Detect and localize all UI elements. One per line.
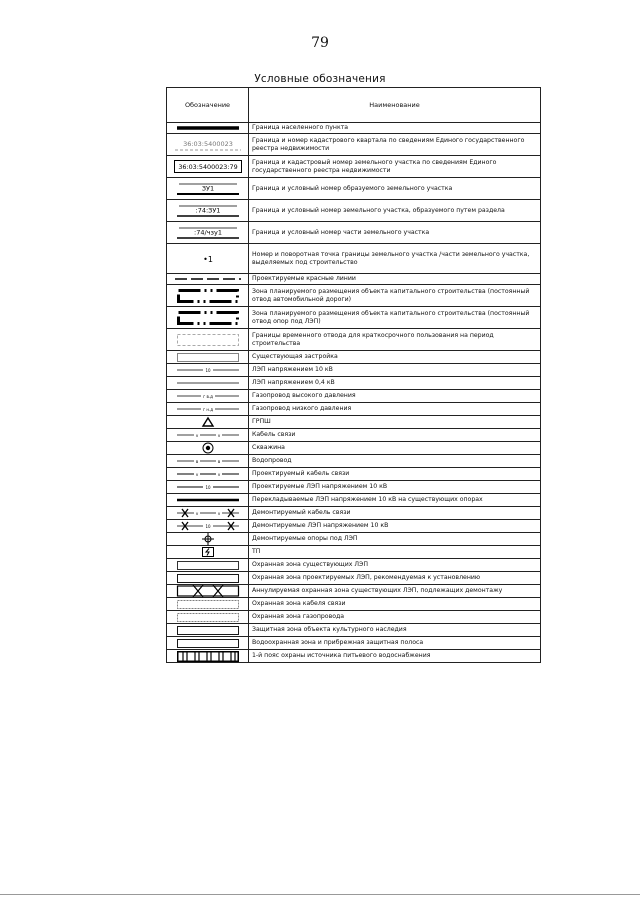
- symbol-label: :74:ЗУ1: [195, 206, 220, 214]
- symbol-divided-parcel: [167, 200, 249, 222]
- symbol-power-line-04kv: [167, 377, 249, 390]
- symbol-temporary-allotment: [167, 329, 249, 351]
- symbol-cable-zone: [167, 598, 249, 611]
- symbol-label: v: [217, 472, 220, 477]
- legend-row: [167, 364, 541, 377]
- legend-row: [167, 520, 541, 533]
- legend-row: [167, 285, 541, 307]
- symbol-label: :74/чзу1: [193, 228, 222, 236]
- legend-row: [167, 572, 541, 585]
- symbol-well: [167, 442, 249, 455]
- symbol-settlement-boundary: [167, 123, 249, 134]
- legend-text: ТП: [249, 546, 541, 559]
- legend-text: Граница и условный номер образуемого земельного участка: [249, 178, 541, 200]
- legend-row: [167, 559, 541, 572]
- legend-text: Охранная зона газопровода: [249, 611, 541, 624]
- symbol-label: 36:03:5400023:79: [177, 163, 238, 171]
- symbol-label: г н.д: [202, 407, 213, 412]
- legend-text: Демонтируемый кабель связи: [249, 507, 541, 520]
- legend-text: Граница и кадастровый номер земельного участка по сведениям Единого государственного реестра недвижимости: [249, 156, 541, 178]
- legend-text: ГРПШ: [249, 416, 541, 429]
- legend-text: ЛЭП напряжением 0,4 кВ: [249, 377, 541, 390]
- symbol-existing-lep-zone: [167, 559, 249, 572]
- symbol-road-zone: [167, 285, 249, 307]
- symbol-label: 10: [204, 368, 211, 373]
- legend-text: Скважина: [249, 442, 541, 455]
- symbol-gas-high: [167, 390, 249, 403]
- symbol-dismantled-power-line: [167, 520, 249, 533]
- legend-row: [167, 134, 541, 156]
- legend-row: [167, 351, 541, 364]
- symbol-water-pipe: [167, 455, 249, 468]
- legend-text: Границы временного отвода для краткосрочного пользования на период строительства: [249, 329, 541, 351]
- symbol-relaid-power-line: [167, 494, 249, 507]
- legend-row: [167, 494, 541, 507]
- legend-text: Зона планируемого размещения объекта капитального строительства (постоянный отвод опор под ЛЭП): [249, 307, 541, 329]
- legend-text: 1-й пояс охраны источника питьевого водоснабжения: [249, 650, 541, 663]
- legend-row: [167, 468, 541, 481]
- legend-text: Демонтируемые опоры под ЛЭП: [249, 533, 541, 546]
- legend-text: Зона планируемого размещения объекта капитального строительства (постоянный отвод автомобильной дороги): [249, 285, 541, 307]
- symbol-label: v: [195, 472, 198, 477]
- legend-text: Проектируемый кабель связи: [249, 468, 541, 481]
- symbol-transformer: [167, 546, 249, 559]
- symbol-label: v: [195, 433, 198, 438]
- symbol-power-line-10kv: [167, 364, 249, 377]
- header-symbol: Обозначение: [167, 88, 249, 123]
- legend-text: Перекладываемые ЛЭП напряжением 10 кВ на существующих опорах: [249, 494, 541, 507]
- symbol-turning-point: [167, 244, 249, 274]
- legend-text: Газопровод низкого давления: [249, 403, 541, 416]
- symbol-heritage-zone: [167, 624, 249, 637]
- legend-text: Проектируемые красные линии: [249, 274, 541, 285]
- symbol-cadastral-quarter: [167, 134, 249, 156]
- symbol-parcel-part: [167, 222, 249, 244]
- symbol-dismantled-pylons: [167, 533, 249, 546]
- legend-row: [167, 598, 541, 611]
- symbol-gas-zone: [167, 611, 249, 624]
- legend-text: Демонтируемые ЛЭП напряжением 10 кВ: [249, 520, 541, 533]
- symbol-label: v: [217, 511, 220, 516]
- symbol-label: v: [217, 433, 220, 438]
- legend-row: [167, 507, 541, 520]
- legend-row: [167, 156, 541, 178]
- legend-text: Граница и номер кадастрового квартала по сведениям Единого государственного реестра недвижимости: [249, 134, 541, 156]
- symbol-label: •1: [202, 254, 213, 264]
- symbol-projected-lep-zone: [167, 572, 249, 585]
- legend-row: [167, 546, 541, 559]
- symbol-label: ЗУ1: [201, 184, 214, 192]
- symbol-dismantled-cable: [167, 507, 249, 520]
- symbol-existing-buildings: [167, 351, 249, 364]
- symbol-annulled-lep-zone: [167, 585, 249, 598]
- symbol-red-lines: [167, 274, 249, 285]
- symbol-label: в: [195, 459, 198, 464]
- legend-row: [167, 222, 541, 244]
- symbol-projected-power-line: [167, 481, 249, 494]
- legend-text: Газопровод высокого давления: [249, 390, 541, 403]
- page-number: 79: [311, 35, 329, 51]
- legend-row: [167, 429, 541, 442]
- symbol-pylon-zone: [167, 307, 249, 329]
- symbol-label: v: [195, 511, 198, 516]
- legend-text: Водоохранная зона и прибрежная защитная полоса: [249, 637, 541, 650]
- legend-row: [167, 416, 541, 429]
- legend-row: [167, 403, 541, 416]
- legend-row: [167, 611, 541, 624]
- legend-row: [167, 637, 541, 650]
- legend-row: [167, 244, 541, 274]
- legend-row: [167, 377, 541, 390]
- legend-text: Охранная зона кабеля связи: [249, 598, 541, 611]
- symbol-projected-cable: [167, 468, 249, 481]
- legend-row: [167, 123, 541, 134]
- legend-text: Номер и поворотная точка границы земельного участка /части земельного участка, выделяемых под строительство: [249, 244, 541, 274]
- symbol-gas-low: [167, 403, 249, 416]
- legend-text: ЛЭП напряжением 10 кВ: [249, 364, 541, 377]
- symbol-label: в: [217, 459, 220, 464]
- legend-row: [167, 481, 541, 494]
- legend-row: [167, 455, 541, 468]
- legend-row: [167, 442, 541, 455]
- legend-text: Кабель связи: [249, 429, 541, 442]
- legend-row: [167, 585, 541, 598]
- legend-row: [167, 200, 541, 222]
- symbol-label: г в.д: [202, 394, 213, 399]
- legend-text: Охранная зона существующих ЛЭП: [249, 559, 541, 572]
- header-name: Наименование: [249, 88, 541, 123]
- page-bottom-rule: [0, 894, 640, 895]
- legend-row: [167, 650, 541, 663]
- symbol-parcel-number: [167, 156, 249, 178]
- symbol-grpsh: [167, 416, 249, 429]
- symbol-water-protection-zone: [167, 637, 249, 650]
- legend-row: [167, 178, 541, 200]
- legend-text: Охранная зона проектируемых ЛЭП, рекомендуемая к установлению: [249, 572, 541, 585]
- symbol-comm-cable: [167, 429, 249, 442]
- legend-text: Граница и условный номер части земельного участка: [249, 222, 541, 244]
- legend-text: Граница населенного пункта: [249, 123, 541, 134]
- legend-title: Условные обозначения: [254, 73, 386, 85]
- legend-row: [167, 307, 541, 329]
- legend-text: Граница и условный номер земельного участка, образуемого путем раздела: [249, 200, 541, 222]
- legend-text: Аннулируемая охранная зона существующих ЛЭП, подлежащих демонтажу: [249, 585, 541, 598]
- legend-text: Защитная зона объекта культурного наследия: [249, 624, 541, 637]
- legend-row: [167, 624, 541, 637]
- legend-table: [166, 87, 541, 663]
- symbol-sanitary-belt: [167, 650, 249, 663]
- symbol-formed-parcel: [167, 178, 249, 200]
- legend-text: Водопровод: [249, 455, 541, 468]
- legend-text: Проектируемые ЛЭП напряжением 10 кВ: [249, 481, 541, 494]
- legend-row: [167, 329, 541, 351]
- symbol-label: 36:03:5400023: [182, 139, 233, 148]
- legend-header-row: [167, 88, 541, 123]
- legend-row: [167, 533, 541, 546]
- legend-row: [167, 274, 541, 285]
- legend-row: [167, 390, 541, 403]
- symbol-label: 10: [204, 485, 211, 490]
- legend-text: Существующая застройка: [249, 351, 541, 364]
- symbol-label: 10: [204, 524, 211, 529]
